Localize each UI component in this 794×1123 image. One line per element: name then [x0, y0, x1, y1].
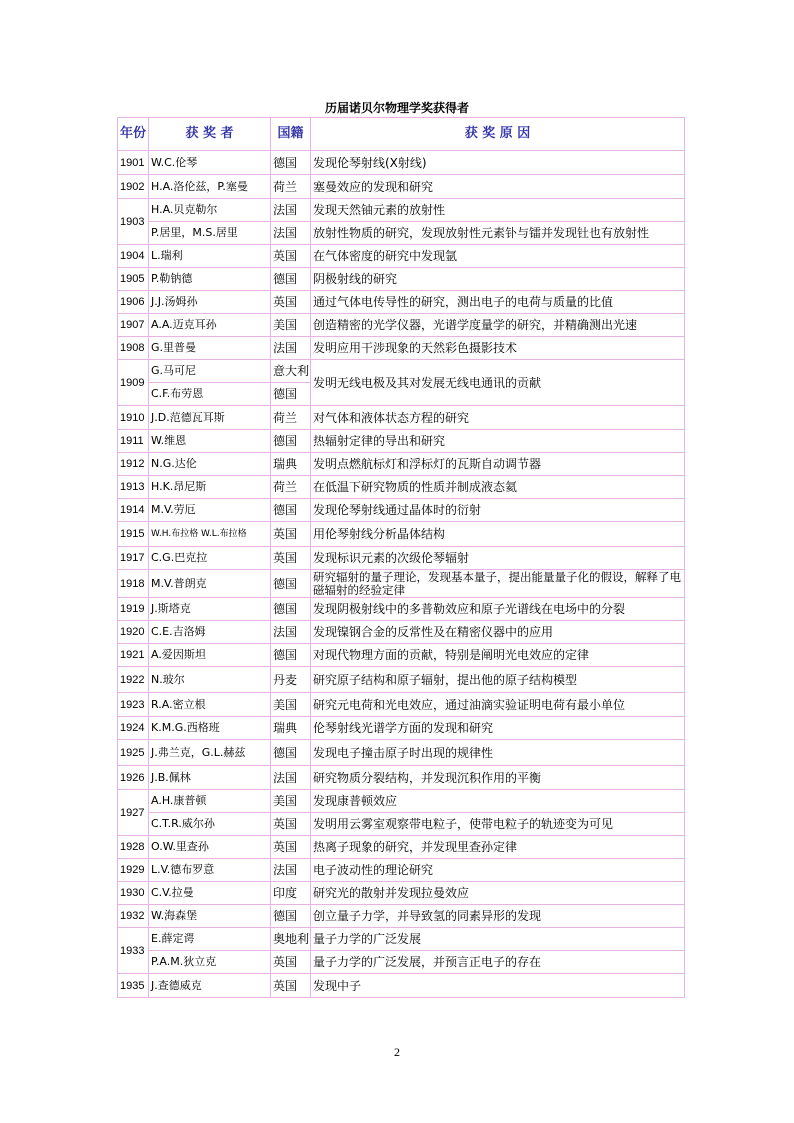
cell-winner: H.K.昂尼斯: [149, 476, 271, 499]
cell-reason: 塞曼效应的发现和研究: [311, 175, 685, 199]
table-row: [118, 882, 685, 905]
cell-year: 1924: [118, 717, 149, 740]
cell-year: 1932: [118, 905, 149, 928]
cell-country: 德国: [271, 740, 311, 766]
cell-winner: G.马可尼: [149, 360, 271, 383]
cell-winner: W.维恩: [149, 430, 271, 453]
cell-winner: P.A.M.狄立克: [149, 951, 271, 974]
cell-reason: 电子波动性的理论研究: [311, 859, 685, 882]
cell-country: 法国: [271, 859, 311, 882]
table-row: [118, 790, 685, 813]
header-year: 年份: [118, 118, 149, 151]
cell-year: 1911: [118, 430, 149, 453]
table-row: [118, 766, 685, 790]
cell-reason: 研究原子结构和原子辐射，提出他的原子结构模型: [311, 667, 685, 693]
cell-year: 1910: [118, 406, 149, 430]
cell-winner: L.V.德布罗意: [149, 859, 271, 882]
cell-winner: A.A.迈克耳孙: [149, 314, 271, 337]
cell-winner: J.B.佩林: [149, 766, 271, 790]
cell-year: 1923: [118, 693, 149, 717]
cell-reason: 热离子现象的研究，并发现里查孙定律: [311, 836, 685, 859]
cell-country: 德国: [271, 598, 311, 621]
header-country: 国籍: [271, 118, 311, 151]
cell-country: 英国: [271, 291, 311, 314]
page-number: 2: [394, 1045, 400, 1059]
cell-year: 1906: [118, 291, 149, 314]
table-row: [118, 337, 685, 360]
cell-reason: 发现镍钢合金的反常性及在精密仪器中的应用: [311, 621, 685, 644]
cell-country: 德国: [271, 383, 311, 406]
cell-reason: 热辐射定律的导出和研究: [311, 430, 685, 453]
nobel-table: [117, 117, 685, 998]
table-row: [118, 430, 685, 453]
cell-year: 1912: [118, 453, 149, 476]
table-row: [118, 291, 685, 314]
cell-country: 荷兰: [271, 175, 311, 199]
cell-year: 1922: [118, 667, 149, 693]
cell-winner: C.F.布劳恩: [149, 383, 271, 406]
cell-country: 法国: [271, 621, 311, 644]
cell-winner: E.薛定谔: [149, 928, 271, 951]
table-row: [118, 951, 685, 974]
cell-reason: 用伦琴射线分析晶体结构: [311, 522, 685, 547]
cell-year: 1918: [118, 570, 149, 598]
table-row: [118, 499, 685, 522]
cell-reason: 发明无线电极及其对发展无线电通讯的贡献: [311, 360, 685, 406]
cell-country: 德国: [271, 499, 311, 522]
cell-country: 德国: [271, 905, 311, 928]
cell-winner: R.A.密立根: [149, 693, 271, 717]
cell-winner: G.里普曼: [149, 337, 271, 360]
table-row: [118, 360, 685, 383]
table-row: [118, 859, 685, 882]
cell-country: 美国: [271, 693, 311, 717]
cell-reason: 发现电子撞击原子时出现的规律性: [311, 740, 685, 766]
cell-year: 1929: [118, 859, 149, 882]
cell-year: 1913: [118, 476, 149, 499]
cell-reason: 发现康普顿效应: [311, 790, 685, 813]
cell-country: 法国: [271, 337, 311, 360]
cell-country: 英国: [271, 522, 311, 547]
table-row: [118, 570, 685, 598]
cell-winner: C.G.巴克拉: [149, 547, 271, 570]
header-reason: 获 奖 原 因: [311, 118, 685, 151]
cell-country: 荷兰: [271, 406, 311, 430]
cell-year: 1915: [118, 522, 149, 547]
cell-winner: W.海森堡: [149, 905, 271, 928]
table-row: [118, 928, 685, 951]
cell-year: 1907: [118, 314, 149, 337]
table-row: [118, 314, 685, 337]
cell-winner: C.T.R.威尔孙: [149, 813, 271, 836]
table-row: [118, 598, 685, 621]
cell-year: 1902: [118, 175, 149, 199]
cell-winner: H.A.洛伦兹，P.塞曼: [149, 175, 271, 199]
table-row: [118, 151, 685, 175]
table-row: [118, 245, 685, 268]
cell-reason: 对现代物理方面的贡献，特别是阐明光电效应的定律: [311, 644, 685, 667]
cell-country: 法国: [271, 199, 311, 222]
cell-year: 1905: [118, 268, 149, 291]
cell-reason: 创立量子力学，并导致氢的同素异形的发现: [311, 905, 685, 928]
table-row: [118, 905, 685, 928]
cell-country: 丹麦: [271, 667, 311, 693]
cell-winner: J.查德威克: [149, 974, 271, 998]
table-row: [118, 268, 685, 291]
table-row: [118, 522, 685, 547]
cell-year: 1935: [118, 974, 149, 998]
cell-winner: J.弗兰克，G.L.赫兹: [149, 740, 271, 766]
table-row: [118, 199, 685, 222]
cell-year: 1925: [118, 740, 149, 766]
cell-winner: N.玻尔: [149, 667, 271, 693]
cell-reason: 研究辐射的量子理论，发现基本量子，提出能量量子化的假设，解释了电磁辐射的经验定律: [311, 570, 685, 598]
cell-reason: 发现伦琴射线(X射线): [311, 151, 685, 175]
cell-winner: W.H.布拉格 W.L.布拉格: [149, 522, 271, 547]
cell-winner: L.瑞利: [149, 245, 271, 268]
cell-reason: 发现中子: [311, 974, 685, 998]
table-row: [118, 644, 685, 667]
cell-country: 德国: [271, 570, 311, 598]
cell-reason: 放射性物质的研究，发现放射性元素钋与镭并发现钍也有放射性: [311, 222, 685, 245]
cell-country: 意大利: [271, 360, 311, 383]
cell-country: 荷兰: [271, 476, 311, 499]
table-row: [118, 476, 685, 499]
table-row: [118, 717, 685, 740]
cell-country: 英国: [271, 547, 311, 570]
cell-winner: A.H.康普顿: [149, 790, 271, 813]
cell-year: 1909: [118, 360, 149, 406]
cell-reason: 发明用云雾室观察带电粒子，使带电粒子的轨迹变为可见: [311, 813, 685, 836]
cell-winner: C.V.拉曼: [149, 882, 271, 905]
cell-winner: O.W.里查孙: [149, 836, 271, 859]
table-row: [118, 836, 685, 859]
header-winner: 获 奖 者: [149, 118, 271, 151]
cell-country: 奥地利: [271, 928, 311, 951]
cell-year: 1917: [118, 547, 149, 570]
cell-country: 英国: [271, 836, 311, 859]
cell-reason: 发明应用干涉现象的天然彩色摄影技术: [311, 337, 685, 360]
cell-country: 法国: [271, 222, 311, 245]
cell-year: 1901: [118, 151, 149, 175]
cell-year: 1914: [118, 499, 149, 522]
cell-year: 1921: [118, 644, 149, 667]
cell-winner: A.爱因斯坦: [149, 644, 271, 667]
cell-reason: 量子力学的广泛发展: [311, 928, 685, 951]
cell-reason: 研究光的散射并发现拉曼效应: [311, 882, 685, 905]
cell-country: 英国: [271, 974, 311, 998]
table-row: [118, 547, 685, 570]
cell-reason: 发现天然铀元素的放射性: [311, 199, 685, 222]
cell-winner: P.居里，M.S.居里: [149, 222, 271, 245]
cell-year: 1908: [118, 337, 149, 360]
cell-country: 德国: [271, 430, 311, 453]
cell-country: 印度: [271, 882, 311, 905]
cell-country: 美国: [271, 314, 311, 337]
table-row: [118, 974, 685, 998]
table-row: [118, 813, 685, 836]
table-header-row: [118, 118, 685, 151]
cell-reason: 在低温下研究物质的性质并制成液态氦: [311, 476, 685, 499]
table-row: [118, 621, 685, 644]
cell-year: 1926: [118, 766, 149, 790]
cell-winner: N.G.达伦: [149, 453, 271, 476]
cell-winner: P.勒钠德: [149, 268, 271, 291]
cell-reason: 伦琴射线光谱学方面的发现和研究: [311, 717, 685, 740]
table-row: [118, 406, 685, 430]
cell-winner: M.V.劳厄: [149, 499, 271, 522]
cell-winner: J.J.汤姆孙: [149, 291, 271, 314]
cell-reason: 发现标识元素的次级伦琴辐射: [311, 547, 685, 570]
cell-winner: M.V.普朗克: [149, 570, 271, 598]
cell-year: 1933: [118, 928, 149, 974]
cell-reason: 创造精密的光学仪器，光谱学度量学的研究，并精确测出光速: [311, 314, 685, 337]
cell-year: 1904: [118, 245, 149, 268]
cell-country: 美国: [271, 790, 311, 813]
cell-winner: W.C.伦琴: [149, 151, 271, 175]
cell-winner: C.E.吉洛姆: [149, 621, 271, 644]
cell-year: 1920: [118, 621, 149, 644]
cell-year: 1903: [118, 199, 149, 245]
cell-year: 1927: [118, 790, 149, 836]
cell-country: 德国: [271, 151, 311, 175]
cell-reason: 研究元电荷和光电效应，通过油滴实验证明电荷有最小单位: [311, 693, 685, 717]
cell-country: 英国: [271, 813, 311, 836]
cell-country: 法国: [271, 766, 311, 790]
table-row: [118, 740, 685, 766]
cell-reason: 研究物质分裂结构，并发现沉积作用的平衡: [311, 766, 685, 790]
cell-reason: 发明点燃航标灯和浮标灯的瓦斯自动调节器: [311, 453, 685, 476]
cell-reason: 通过气体电传导性的研究，测出电子的电荷与质量的比值: [311, 291, 685, 314]
cell-reason: 阴极射线的研究: [311, 268, 685, 291]
table-row: [118, 175, 685, 199]
table-row: [118, 693, 685, 717]
table-row: [118, 222, 685, 245]
cell-reason: 量子力学的广泛发展，并预言正电子的存在: [311, 951, 685, 974]
page-title: 历届诺贝尔物理学奖获得者: [324, 101, 469, 115]
cell-year: 1930: [118, 882, 149, 905]
cell-reason: 对气体和液体状态方程的研究: [311, 406, 685, 430]
cell-winner: J.D.范德瓦耳斯: [149, 406, 271, 430]
table-row: [118, 667, 685, 693]
cell-country: 英国: [271, 245, 311, 268]
cell-year: 1928: [118, 836, 149, 859]
cell-country: 瑞典: [271, 453, 311, 476]
table-row: [118, 453, 685, 476]
cell-reason: 发现伦琴射线通过晶体时的衍射: [311, 499, 685, 522]
cell-year: 1919: [118, 598, 149, 621]
cell-winner: H.A.贝克勒尔: [149, 199, 271, 222]
cell-winner: K.M.G.西格班: [149, 717, 271, 740]
cell-reason: 发现阴极射线中的多普勒效应和原子光谱线在电场中的分裂: [311, 598, 685, 621]
cell-country: 英国: [271, 951, 311, 974]
cell-reason: 在气体密度的研究中发现氩: [311, 245, 685, 268]
cell-country: 德国: [271, 644, 311, 667]
cell-country: 瑞典: [271, 717, 311, 740]
cell-winner: J.斯塔克: [149, 598, 271, 621]
cell-country: 德国: [271, 268, 311, 291]
